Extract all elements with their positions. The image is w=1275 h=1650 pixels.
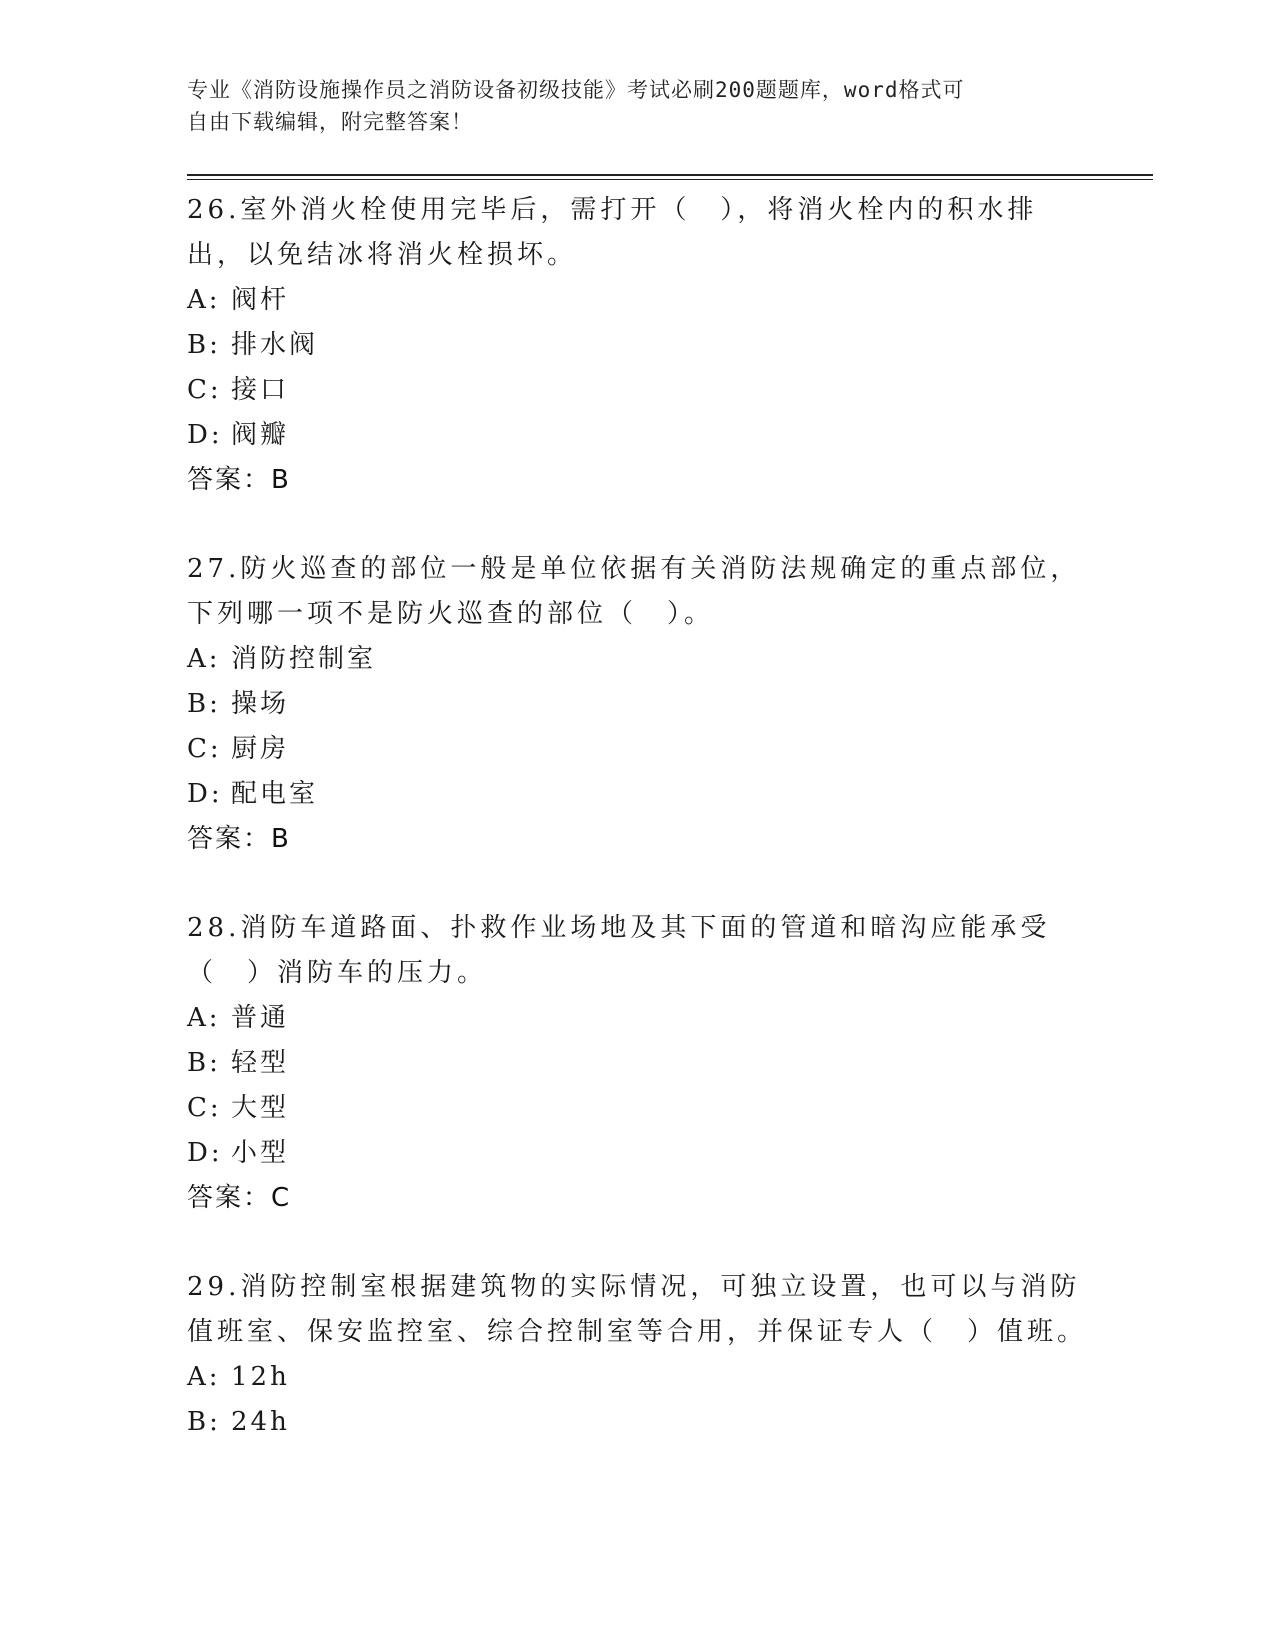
- option-text: 消防控制室: [231, 644, 377, 674]
- option-c: [187, 1086, 1087, 1131]
- option-text: 配电室: [231, 779, 319, 809]
- option-key: B:: [187, 1048, 221, 1078]
- option-key: C:: [187, 375, 222, 405]
- option-text: 排水阀: [231, 330, 319, 360]
- option-key: A:: [187, 1003, 221, 1033]
- option-key: A:: [187, 644, 221, 674]
- document-header: [187, 74, 1067, 138]
- question-stem: 26.室外消火栓使用完毕后，需打开（ ），将消火栓内的积水排出，以免结冰将消火栓损坏。: [187, 195, 1038, 270]
- option-d: [187, 413, 1087, 458]
- option-c: [187, 727, 1087, 772]
- question-stem: 27.防火巡查的部位一般是单位依据有关消防法规确定的重点部位，下列哪一项不是防火巡查的部位（ ）。: [187, 554, 1081, 629]
- option-text: 操场: [231, 689, 290, 719]
- question-list: [187, 188, 1087, 1489]
- question-stem: 29.消防控制室根据建筑物的实际情况，可独立设置，也可以与消防值班室、保安监控室、综合控制室等合用，并保证专人（ ）值班。: [187, 1272, 1088, 1347]
- option-d: [187, 772, 1087, 817]
- question-stem: 28.消防车道路面、扑救作业场地及其下面的管道和暗沟应能承受（ ）消防车的压力。: [187, 913, 1051, 988]
- option-text: 大型: [231, 1093, 290, 1123]
- option-a: [187, 278, 1087, 323]
- header-divider-thin: [187, 179, 1153, 180]
- option-b: [187, 682, 1087, 727]
- option-text: 厨房: [231, 734, 290, 764]
- option-b: [187, 1041, 1087, 1086]
- header-divider-thick: [187, 174, 1153, 176]
- option-a: [187, 1355, 1087, 1400]
- answer-line: 答案：B: [187, 465, 291, 495]
- option-key: D:: [187, 1138, 223, 1168]
- option-text: 12h: [231, 1362, 290, 1392]
- option-key: B:: [187, 330, 221, 360]
- option-a: [187, 996, 1087, 1041]
- question-29: [187, 1265, 1087, 1445]
- option-key: A:: [187, 1362, 221, 1392]
- option-a: [187, 637, 1087, 682]
- option-text: 阀瓣: [231, 420, 290, 450]
- option-text: 阀杆: [231, 285, 290, 315]
- header-line-1: 专业《消防设施操作员之消防设备初级技能》考试必刷200题题库，word格式可: [187, 78, 965, 102]
- option-text: 轻型: [231, 1048, 290, 1078]
- option-key: B:: [187, 1407, 221, 1437]
- option-d: [187, 1131, 1087, 1176]
- option-text: 24h: [231, 1407, 290, 1437]
- option-key: A:: [187, 285, 221, 315]
- option-key: D:: [187, 779, 223, 809]
- option-key: C:: [187, 1093, 222, 1123]
- option-text: 接口: [231, 375, 290, 405]
- question-26: [187, 188, 1087, 503]
- option-key: C:: [187, 734, 222, 764]
- option-b: [187, 323, 1087, 368]
- option-key: B:: [187, 689, 221, 719]
- answer-line: 答案：C: [187, 1183, 292, 1213]
- header-line-2: 自由下载编辑，附完整答案！: [187, 110, 473, 134]
- question-28: [187, 906, 1087, 1221]
- option-text: 普通: [231, 1003, 290, 1033]
- answer-line: 答案：B: [187, 824, 291, 854]
- question-27: [187, 547, 1087, 862]
- option-b: [187, 1400, 1087, 1445]
- option-c: [187, 368, 1087, 413]
- option-key: D:: [187, 420, 223, 450]
- option-text: 小型: [231, 1138, 290, 1168]
